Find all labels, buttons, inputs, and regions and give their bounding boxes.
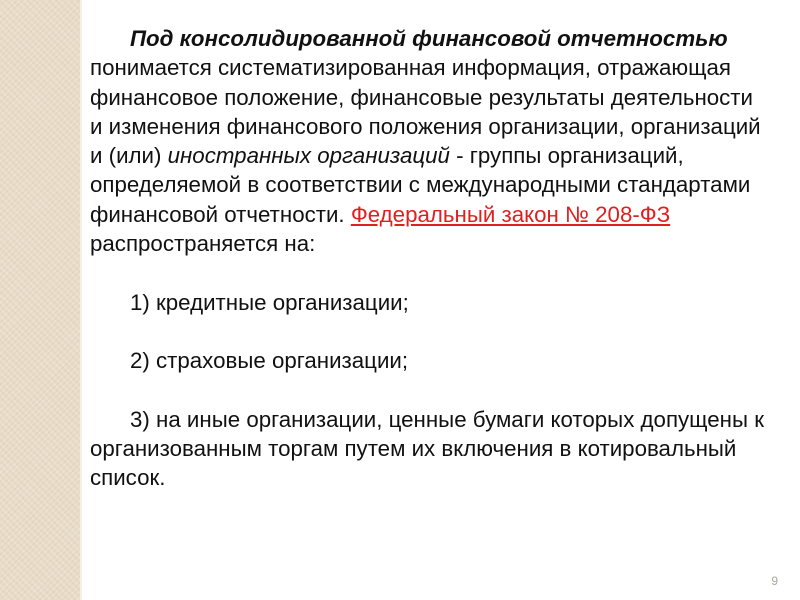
definition-text-1: понимается систематизированная информация, отражающая финансовое положение, финансовые результаты деятельности и изменения финансового положения организации, организаций и (или)	[90, 55, 761, 169]
list-item-other: 3) на иные организации, ценные бумаги которых допущены к организованным торгам путем их включения в котировальный список.	[90, 406, 764, 491]
definition-text-2: - группы организаций, определяемой в соответствии с международными стандартами финансовой отчетности.	[90, 143, 751, 227]
spacer	[90, 317, 770, 346]
decorative-side-stripe	[0, 0, 80, 600]
definition-text-3: распространяется на:	[90, 231, 316, 257]
side-stripe-edge	[80, 0, 82, 600]
slide-content	[90, 24, 770, 493]
list-item-credit: 1) кредитные организации;	[130, 289, 409, 315]
slide-number: 9	[771, 574, 778, 588]
spacer	[90, 376, 770, 405]
list-item-insurance: 2) страховые организации;	[130, 348, 409, 374]
defined-term: Под консолидированной финансовой отчетностью	[130, 26, 728, 51]
definition-paragraph	[90, 24, 770, 258]
foreign-organizations-term: иностранных организаций	[167, 143, 450, 169]
spacer	[90, 258, 770, 287]
federal-law-link[interactable]: Федеральный закон № 208-ФЗ	[350, 201, 671, 227]
